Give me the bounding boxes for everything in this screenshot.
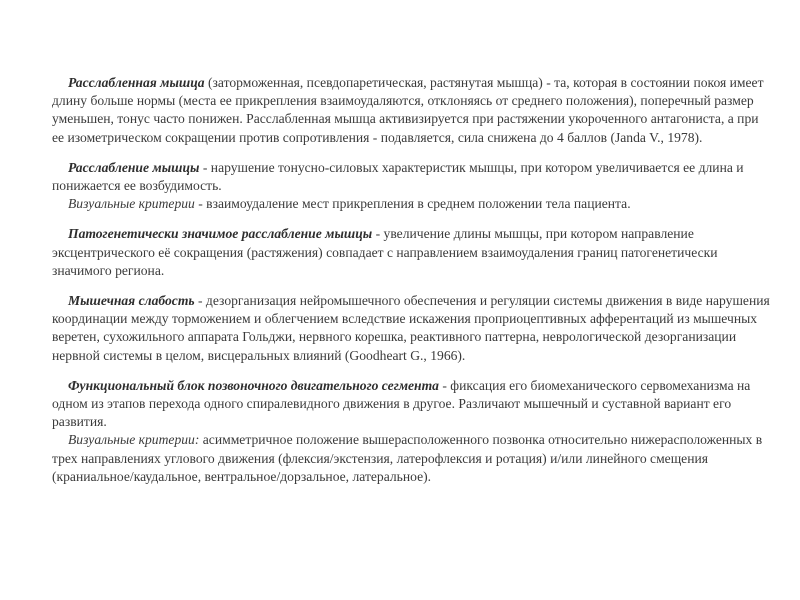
criteria-text-relaxation: - взаимоудаление мест прикрепления в среднем положении тела пациента.: [194, 196, 631, 212]
term-muscle-relaxation: Расслабление мышцы: [68, 159, 200, 175]
paragraph-relaxed-muscle: [52, 74, 772, 147]
definition-muscle-relaxation: - нарушение тонусно-силовых характеристик мышцы, при котором увеличивается ее длина и понижается ее возбудимость.: [52, 159, 744, 194]
criteria-text-block: асимметричное положение вышерасположенного позвонка относительно нижерасположенных в трех направлениях углового движения (флексия/экстензия, латерофлексия и ротация) и/или линейного смещения (краниальное/каудальное, вентральное/дорзальное, латеральное).: [52, 432, 763, 484]
document-body: [52, 74, 772, 498]
definition-pathogenetic-relaxation: - увеличение длины мышцы, при котором направление эксцентрического её сокращения (растяжения) совпадает с направлением взаимоудаления границ патогенетически значимого региона.: [52, 226, 718, 278]
definition-muscle-weakness: - дезорганизация нейромышечного обеспечения и регуляции системы движения в виде нарушения координации между торможением и облегчением вследствие искажения проприоцептивных афферентаций из мышечных веретен, сухожильного аппарата Гольджи, нервного корешка, реактивного паттерна, неврологической дезорганизации нервной системы в целом, висцеральных влияний (Goodheart G., 1966).: [52, 293, 770, 363]
definition-functional-block: - фиксация его биомеханического сервомеханизма на одном из этапов перехода одного спиралевидного движения в другое. Различают мышечный и суставной вариант его развития.: [52, 377, 751, 430]
term-muscle-weakness: Мышечная слабость: [68, 293, 195, 309]
term-relaxed-muscle: Расслабленная мышца: [68, 75, 205, 90]
term-functional-block: Функциональный блок позвоночного двигательного сегмента: [68, 377, 439, 393]
paragraph-functional-block: [52, 377, 772, 486]
paragraph-muscle-relaxation: [52, 159, 772, 214]
paragraph-pathogenetic-relaxation: [52, 225, 772, 280]
criteria-label-relaxation: Визуальные критерии: [68, 196, 195, 212]
term-pathogenetic-relaxation: Патогенетически значимое расслабление мышцы: [68, 226, 373, 242]
criteria-label-block: Визуальные критерии:: [68, 432, 200, 448]
definition-relaxed-muscle: (заторможенная, псевдопаретическая, растянутая мышца) - та, которая в состоянии покоя имеет длину больше нормы (места ее прикрепления взаимоудаляются, отклоняясь от среднего положения), поперечный размер уменьшен, тонус часто понижен. Расслабленная мышца активизируется при растяжении укороченного антагониста, а при ее изометрическом сокращении против сопротивления - подавляется, сила снижена до 4 баллов (Janda V., 1978).: [52, 75, 764, 145]
paragraph-muscle-weakness: [52, 292, 772, 365]
